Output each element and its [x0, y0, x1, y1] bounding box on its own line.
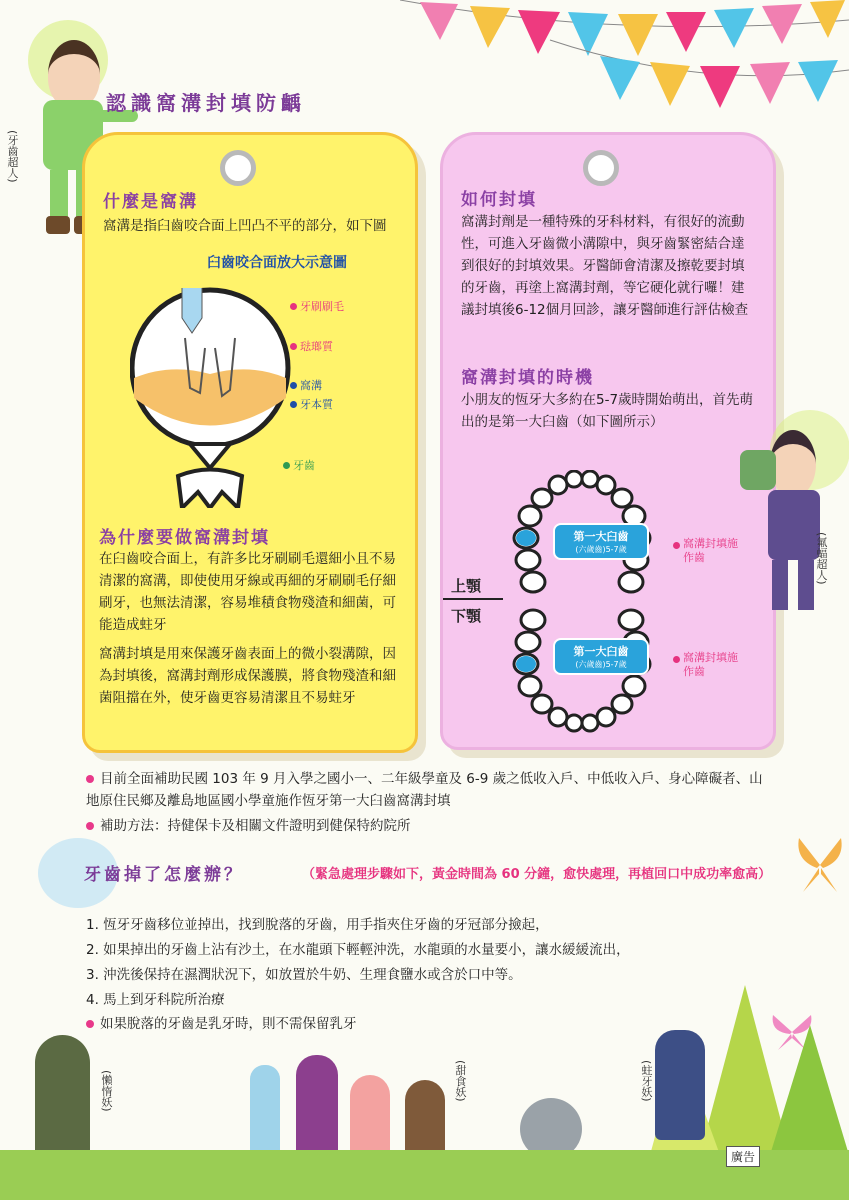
- lower-molar-tag: [553, 638, 649, 675]
- why-seal-heading: 為什麼要做窩溝封填: [99, 528, 270, 548]
- page-title: 認識窩溝封填防齲: [106, 91, 306, 115]
- molar-diagram: [130, 278, 310, 508]
- tooth-label: 牙齒: [293, 459, 315, 472]
- subsidy-item-2: [86, 815, 776, 837]
- why-seal-text-2: 窩溝封填是用來保護牙齒表面上的微小裂溝隙，因為封填後，窩溝封劑形成保護膜，將食物殘渣和細菌阻擋在外，使牙齒更容易清潔且不易蛀牙: [99, 646, 396, 706]
- enamel-label: 琺瑯質: [300, 340, 333, 353]
- upper-molar-name: 第一大臼齒: [573, 530, 629, 543]
- right-info-card: [440, 132, 776, 750]
- grass-ground: [0, 1150, 849, 1200]
- upper-molar-age: (六歲齒)5-7歲: [575, 545, 627, 554]
- cavity-monster-label: (蛀牙妖): [640, 1060, 653, 1102]
- when-to-seal-heading: 窩溝封填的時機: [461, 368, 594, 388]
- lazy-monster: [35, 1035, 90, 1165]
- fluoride-hero-label: (氟蝠超人): [815, 532, 828, 585]
- upper-sealant-label: 窩溝封填施作齒: [683, 537, 738, 564]
- step-1: 1. 恆牙牙齒移位並掉出，找到脫落的牙齒，用手指夾住牙齒的牙冠部分撿起，: [86, 917, 549, 933]
- lower-jaw-label: 下顎: [451, 607, 482, 625]
- bunting-decoration: [400, 0, 849, 140]
- dental-arch-diagram: [508, 470, 658, 740]
- lower-molar-name: 第一大臼齒: [573, 645, 629, 658]
- fluoride-can-icon: [740, 450, 776, 490]
- baby-tooth-text: 如果脫落的牙齒是乳牙時，則不需保留乳牙: [100, 1016, 357, 1032]
- left-info-card: [82, 132, 418, 753]
- bullet-icon: [86, 1020, 94, 1028]
- jaw-divider: [443, 598, 503, 600]
- subsidy-item-1: [86, 768, 776, 812]
- advertisement-tag: 廣告: [726, 1146, 760, 1167]
- bullet-icon: [86, 822, 94, 830]
- what-is-fissure-heading: 什麼是窩溝: [103, 192, 198, 212]
- fissure-label: 窩溝: [300, 379, 322, 392]
- card-hole-icon: [583, 150, 619, 186]
- dentin-label: 牙本質: [300, 398, 333, 411]
- what-is-fissure-text: 窩溝是指臼齒咬合面上凹凸不平的部分，如下圖: [103, 218, 387, 234]
- card-hole-icon: [220, 150, 256, 186]
- baby-tooth-note: [86, 1012, 357, 1032]
- when-to-seal-text: 小朋友的恆牙大多約在5-7歲時開始萌出，首先萌出的是第一大臼齒（如下圖所示）: [461, 392, 754, 430]
- step-2: 2. 如果掉出的牙齒上沾有沙土，在水龍頭下輕輕沖洗，水龍頭的水量要小，讓水緩緩流出，: [86, 942, 630, 958]
- purple-monster: [296, 1055, 338, 1165]
- lazy-monster-label: (懶惰妖): [100, 1070, 113, 1112]
- how-to-seal-text: 窩溝封劑是一種特殊的牙科材料，有很好的流動性，可進入牙齒微小溝隙中，與牙齒緊密結合達到很好的封填效果。牙醫師會清潔及擦乾要封填的牙齒，再塗上窩溝封劑，等它硬化就行囉！建議封填後6-12個月回診，讓牙醫師進行評估檢查: [461, 214, 749, 318]
- diagram-title: 臼齒咬合面放大示意圖: [207, 255, 347, 271]
- how-to-seal-heading: 如何封填: [461, 190, 537, 210]
- bristle-label: 牙刷刷毛: [300, 300, 344, 313]
- fluoride-hero-mascot: [740, 410, 840, 625]
- lower-sealant-label: 窩溝封填施作齒: [683, 651, 738, 678]
- step-4: 4. 馬上到牙科院所治療: [86, 992, 225, 1008]
- bullet-icon: [86, 775, 94, 783]
- butterfly-icon: [795, 830, 845, 900]
- step-3: 3. 沖洗後保持在濕潤狀況下，如放置於牛奶、生理食鹽水或含於口中等。: [86, 967, 522, 983]
- cavity-monster: [655, 1030, 705, 1140]
- why-seal-text-1: 在臼齒咬合面上，有許多比牙刷刷毛還細小且不易清潔的窩溝，即使使用牙線或再細的牙刷刷毛仔細刷牙，也無法清潔，容易堆積食物殘渣和細菌，可能造成蛀牙: [99, 551, 396, 633]
- knocked-tooth-heading: 牙齒掉了怎麼辦？: [84, 865, 244, 885]
- upper-molar-tag: [553, 523, 649, 560]
- sweet-monster-label: (甜食妖): [454, 1060, 467, 1102]
- subsidy-text-2: 補助方法：持健保卡及相關文件證明到健保特約院所: [100, 818, 411, 834]
- upper-jaw-label: 上顎: [451, 577, 482, 595]
- tooth-hero-label: (牙齒超人): [6, 130, 19, 183]
- knocked-tooth-note: （緊急處理步驟如下，黃金時間為 60 分鐘，愈快處理，再植回口中成功率愈高）: [302, 867, 772, 882]
- subsidy-text-1: 目前全面補助民國 103 年 9 月入學之國小一、二年級學童及 6-9 歲之低收入戶、中低收入戶、身心障礙者、山地原住民鄉及離島地區國小學童施作恆牙第一大臼齒窩溝封填: [86, 771, 763, 809]
- lower-molar-age: (六歲齒)5-7歲: [575, 660, 627, 669]
